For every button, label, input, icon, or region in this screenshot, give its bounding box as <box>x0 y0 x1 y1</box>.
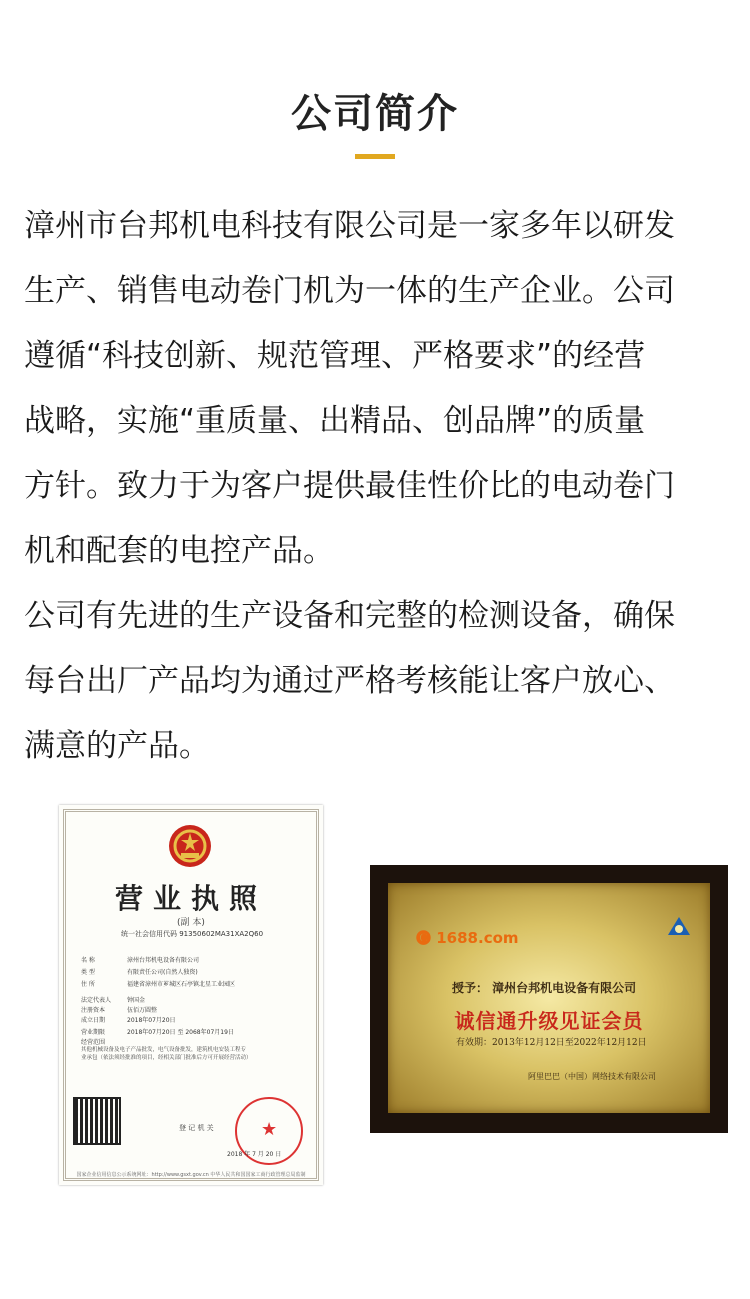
intro-line: 战略，实施“重质量、出精品、创品牌”的质量 <box>24 403 646 439</box>
plaque-gold-panel <box>388 883 710 1113</box>
plaque-logo: 🅒 1688.com <box>416 929 519 947</box>
title-underline <box>355 154 395 159</box>
page-title: 公司简介 <box>291 91 459 137</box>
company-intro <box>24 194 724 779</box>
intro-line: 公司有先进的生产设备和完整的检测设备，确保 <box>24 598 675 634</box>
license-scope: 其他机械设备及电子产品批发，电气设备批发，建筑机电安装工程专业承包（依法须经批准的项目，经相关部门批准后方可开展经营活动） <box>81 1047 252 1061</box>
intro-line: 遵循“科技创新、规范管理、严格要求”的经营 <box>24 338 646 374</box>
license-row: 成立日期 2018年07月20日 <box>81 1017 176 1024</box>
intro-line: 机和配套的电控产品。 <box>24 533 334 569</box>
seal-star-icon: ★ <box>261 1119 278 1140</box>
license-row: 类 型 有限责任公司(自然人独资) <box>81 969 198 976</box>
license-title: 营业执照 <box>114 882 267 915</box>
license-row: 法定代表人 钟国金 <box>81 997 146 1004</box>
plaque-award-title: 诚信通升级见证会员 <box>454 1009 644 1033</box>
license-date: 2018 年 7 月 20 日 <box>227 1151 282 1158</box>
plaque-awardee: 授予： 漳州台邦机电设备有限公司 <box>452 981 637 995</box>
qr-code <box>73 1097 121 1145</box>
license-registrar: 登 记 机 关 <box>179 1124 214 1132</box>
license-row: 住 所 福建省漳州市芗城区石亭镇北星工业园区 <box>81 981 236 988</box>
plaque-issuer: 阿里巴巴（中国）网络技术有限公司 <box>528 1072 656 1081</box>
intro-line: 生产、销售电动卷门机为一体的生产企业。公司 <box>24 273 675 309</box>
alibaba-logo-icon <box>666 915 692 941</box>
honor-plaque-image <box>370 865 728 1133</box>
intro-line: 每台出厂产品均为通过严格考核能让客户放心、 <box>24 663 675 699</box>
intro-line: 漳州市台邦机电科技有限公司是一家多年以研发 <box>24 208 675 244</box>
license-footer: 国家企业信用信息公示系统网址：http://www.gsxt.gov.cn 中华人民共和国国家工商行政管理总局监制 <box>76 1172 306 1178</box>
intro-line: 方针。致力于为客户提供最佳性价比的电动卷门 <box>24 468 675 504</box>
license-subtitle: (副 本) <box>177 918 205 928</box>
national-emblem-icon <box>167 823 213 869</box>
business-license-image <box>59 805 323 1185</box>
intro-line: 满意的产品。 <box>24 728 210 764</box>
license-credit-code: 统一社会信用代码 91350602MA31XA2Q60 <box>121 930 264 938</box>
license-row: 名 称 漳州台邦机电设备有限公司 <box>81 957 200 964</box>
license-row: 经营范围 <box>81 1039 106 1046</box>
license-row: 营业期限 2018年07月20日 至 2068年07月19日 <box>81 1029 234 1036</box>
plaque-validity: 有效期：2013年12月12日至2022年12月12日 <box>456 1038 647 1048</box>
license-row: 注册资本 伍佰万圆整 <box>81 1007 158 1014</box>
